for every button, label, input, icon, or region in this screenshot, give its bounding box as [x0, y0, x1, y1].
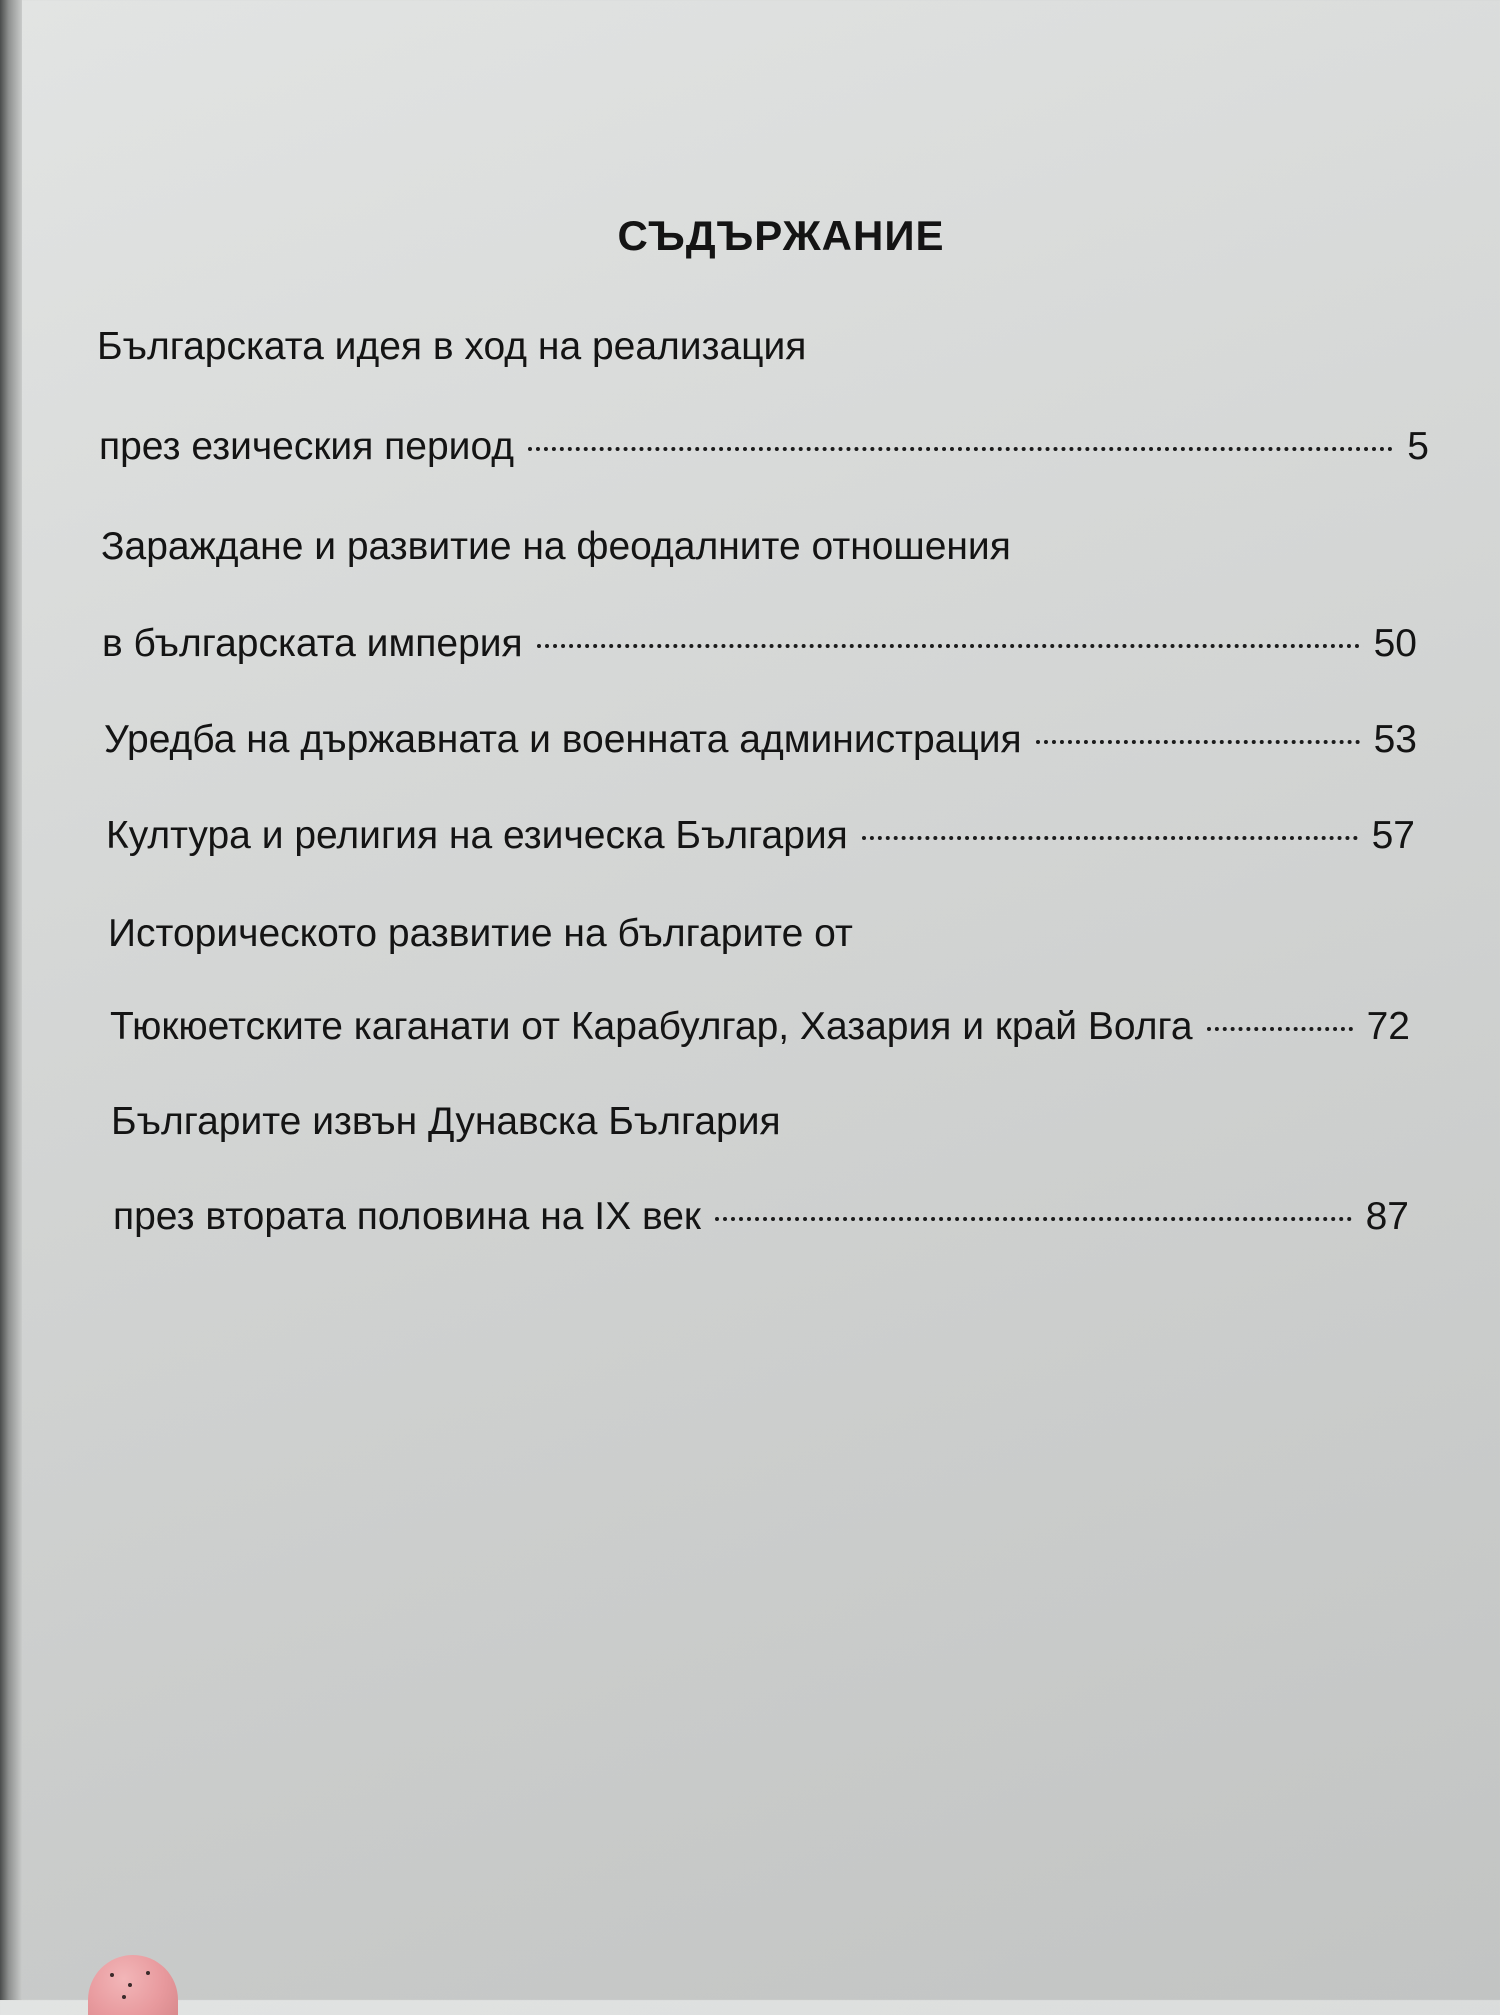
nail-speck [146, 1971, 150, 1975]
dot-leader [862, 836, 1358, 840]
nail-speck [122, 1995, 126, 1999]
toc-entry-text: в българската империя [102, 622, 523, 665]
toc-entry-text: Култура и религия на езическа България [106, 814, 848, 857]
dot-leader [1036, 740, 1360, 744]
toc-page-number: 53 [1373, 718, 1417, 761]
toc-page-number: 87 [1365, 1195, 1409, 1238]
nail-speck [128, 1983, 132, 1987]
toc-entry-text: Зараждане и развитие на феодалните отношения [101, 525, 1011, 568]
toc-entry-6-line-2 [113, 1195, 1409, 1239]
toc-entry-text: Уредба на държавната и военната администрация [104, 718, 1022, 761]
page-title: СЪДЪРЖАНИЕ [617, 212, 945, 259]
dot-leader [528, 447, 1393, 451]
toc-entry-2-line-2 [102, 622, 1417, 666]
dot-leader [537, 644, 1360, 648]
toc-entry-text: Българската идея в ход на реализация [97, 325, 807, 368]
toc-entry-2-line-1 [101, 525, 1011, 569]
dot-leader [715, 1217, 1352, 1221]
toc-entry-6-line-1 [111, 1100, 781, 1144]
toc-entry-1-line-1 [97, 325, 806, 369]
toc-page-number: 50 [1373, 622, 1417, 665]
toc-page-number: 5 [1407, 425, 1429, 468]
toc-entry-text: Тюкюетските каганати от Карабулгар, Хазария и край Волга [110, 1005, 1193, 1048]
toc-entry-4 [106, 814, 1415, 858]
toc-entry-text: Историческото развитие на българите от [108, 912, 853, 955]
toc-entry-text: Българите извън Дунавска България [111, 1100, 781, 1143]
dot-leader [1207, 1027, 1353, 1031]
book-page [22, 0, 1500, 2000]
toc-page-number: 72 [1366, 1005, 1410, 1048]
toc-entry-text: през езическия период [99, 425, 515, 468]
book-spine-shadow [0, 0, 22, 2000]
nail-speck [110, 1973, 114, 1977]
toc-entry-text: през втората половина на IX век [113, 1195, 701, 1238]
toc-entry-5-line-2 [110, 1005, 1410, 1049]
toc-entry-5-line-1 [108, 912, 853, 956]
toc-entry-1-line-2 [99, 425, 1429, 469]
toc-page-number: 57 [1371, 814, 1415, 857]
toc-entry-3 [104, 718, 1417, 762]
